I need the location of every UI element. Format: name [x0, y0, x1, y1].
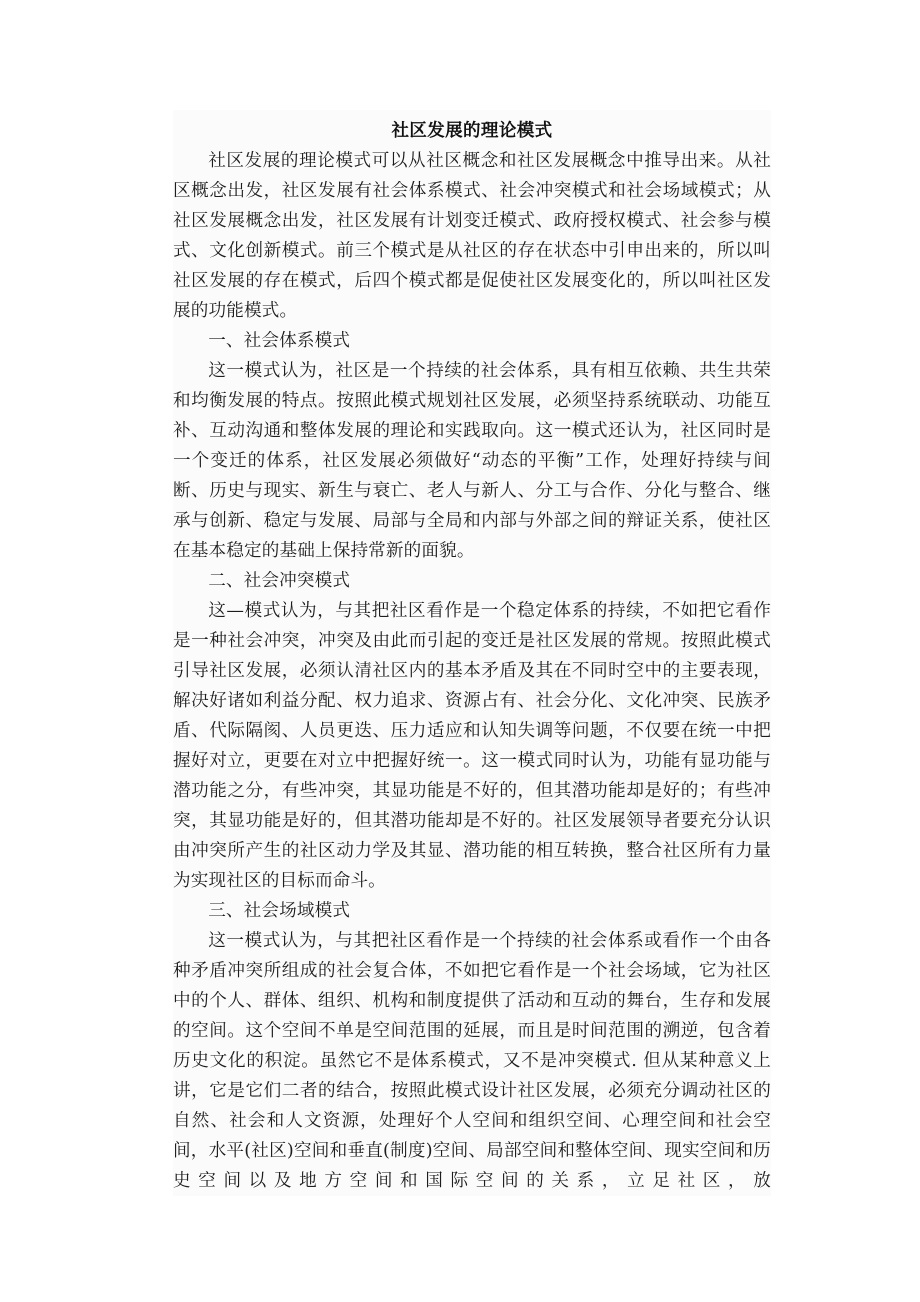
document-body [173, 110, 771, 1196]
intro-paragraph: 社区发展的理论模式可以从社区概念和社区发展概念中推导出来。从社区概念出发，社区发展有社会体系模式、社会冲突模式和社会场域模式；从社区发展概念出发，社区发展有计划变迁模式、政府授权模式、社会参与模式、文化创新模式。前三个模式是从社区的存在状态中引申出来的，所以叫社区发展的存在模式，后四个模式都是促使社区发展变化的，所以叫社区发展的功能模式。 [173, 151, 771, 321]
section-one-paragraph: 这一模式认为，社区是一个持续的社会体系，具有相互依赖、共生共荣和均衡发展的特点。按照此模式规划社区发展，必须坚持系统联动、功能互补、互动沟通和整体发展的理论和实践取向。这一模式还认为，社区同时是一个变迁的体系，社区发展必须做好“动态的平衡”工作，处理好持续与间断、历史与现实、新生与衰亡、老人与新人、分工与合作、分化与整合、继承与创新、稳定与发展、局部与全局和内部与外部之间的辩证关系，使社区在基本稳定的基础上保持常新的面貌。 [173, 361, 771, 561]
section-two-paragraph: 这—模式认为，与其把社区看作是一个稳定体系的持续，不如把它看作是一种社会冲突，冲突及由此而引起的变迁是社区发展的常规。按照此模式引导社区发展，必须认清社区内的基本矛盾及其在不同时空中的主要表现，解决好诸如利益分配、权力追求、资源占有、社会分化、文化冲突、民族矛盾、代际隔阂、人员更迭、压力适应和认知失调等问题，不仅要在统一中把握好对立，更要在对立中把握好统一。这一模式同时认为，功能有显功能与潜功能之分，有些冲突，其显功能是不好的，但其潜功能却是好的；有些冲突，其显功能是好的，但其潜功能却是不好的。社区发展领导者要充分认识由冲突所产生的社区动力学及其显、潜功能的相互转换，整合社区所有力量为实现社区的目标而命斗。 [173, 601, 771, 891]
section-heading-two: 二、社会冲突模式 [208, 571, 351, 591]
section-heading-three: 三、社会场域模式 [208, 901, 351, 921]
section-heading-one: 一、社会体系模式 [208, 331, 351, 351]
section-three-paragraph: 这一模式认为，与其把社区看作是一个持续的社会体系或看作一个由各种矛盾冲突所组成的社会复合体，不如把它看作是一个社会场域，它为社区中的个人、群体、组织、机构和制度提供了活动和互动的舞台，生存和发展的空间。这个空间不单是空间范围的延展，而且是时间范围的溯逆，包含着历史文化的积淀。虽然它不是体系模式，又不是冲突模式. 但从某种意义上讲，它是它们二者的结合，按照此模式设计社区发展，必须充分调动社区的自然、社会和人文资源，处理好个人空间和组织空间、心理空间和社会空间，水平(社区)空间和垂直(制度)空间、局部空间和整体空间、现实空间和历史空间以及地方空间和国际空间的关系，立足社区，放 [173, 931, 771, 1191]
page-title: 社区发展的理论模式 [391, 121, 553, 141]
